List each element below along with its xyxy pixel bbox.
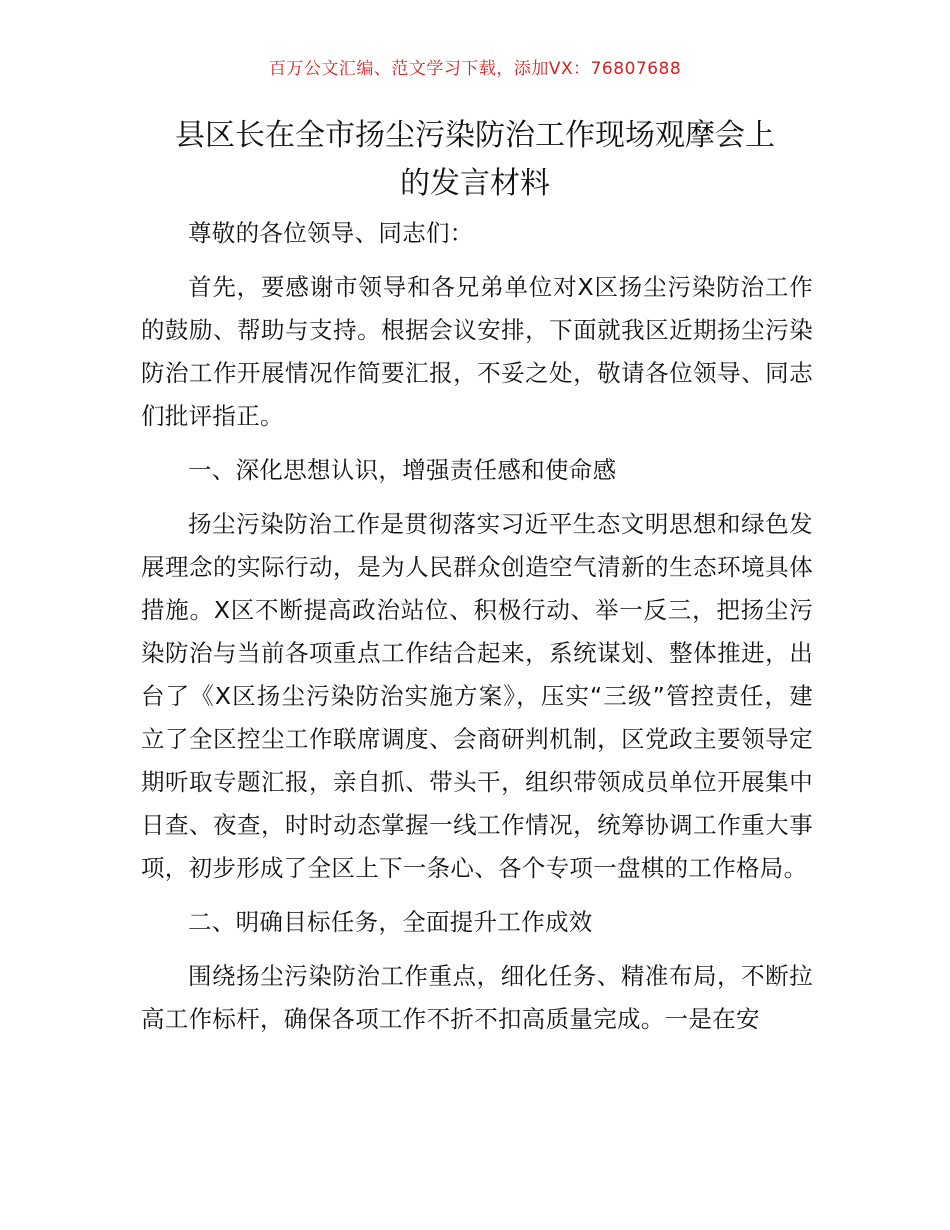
- section-heading-1: 一、深化思想认识，增强责任感和使命感: [188, 456, 617, 484]
- section-1-paragraph: 扬尘污染防治工作是贯彻落实习近平生态文明思想和绿色发展理念的实际行动，是为人民群众创造空气清新的生态环境具体措施。X区不断提高政治站位、积极行动、举一反三，把扬尘污染防治与当前各项重点工作结合起来，系统谋划、整体推进，出台了《X区扬尘污染防治实施方案》，压实“三级”管控责任，建立了全区控尘工作联席调度、会商研判机制，区党政主要领导定期听取专题汇报，亲自抓、带头干，组织带领成员单位开展集中日查、夜查，时时动态掌握一线工作情况，统筹协调工作重大事项，初步形成了全区上下一条心、各个专项一盘棋的工作格局。: [141, 510, 813, 882]
- watermark-header: 百万公文汇编、范文学习下载，添加VX：76807688: [268, 59, 682, 79]
- salutation: 尊敬的各位领导、同志们：: [188, 219, 474, 247]
- section-2-paragraph: 围绕扬尘污染防治工作重点，细化任务、精准布局，不断拉高工作标杆，确保各项工作不折不扣高质量完成。一是在安: [141, 962, 813, 1033]
- section-heading-2: 二、明确目标任务，全面提升工作成效: [188, 908, 593, 936]
- document-body: [141, 212, 813, 1052]
- document-title: [110, 112, 840, 208]
- title-line-2: 的发言材料: [400, 166, 550, 201]
- opening-paragraph: 首先，要感谢市领导和各兄弟单位对X区扬尘污染防治工作的鼓励、帮助与支持。根据会议安排，下面就我区近期扬尘污染防治工作开展情况作简要汇报，不妥之处，敬请各位领导、同志们批评指正。: [141, 273, 813, 430]
- title-line-1: 县区长在全市扬尘污染防治工作现场观摩会上: [175, 118, 775, 153]
